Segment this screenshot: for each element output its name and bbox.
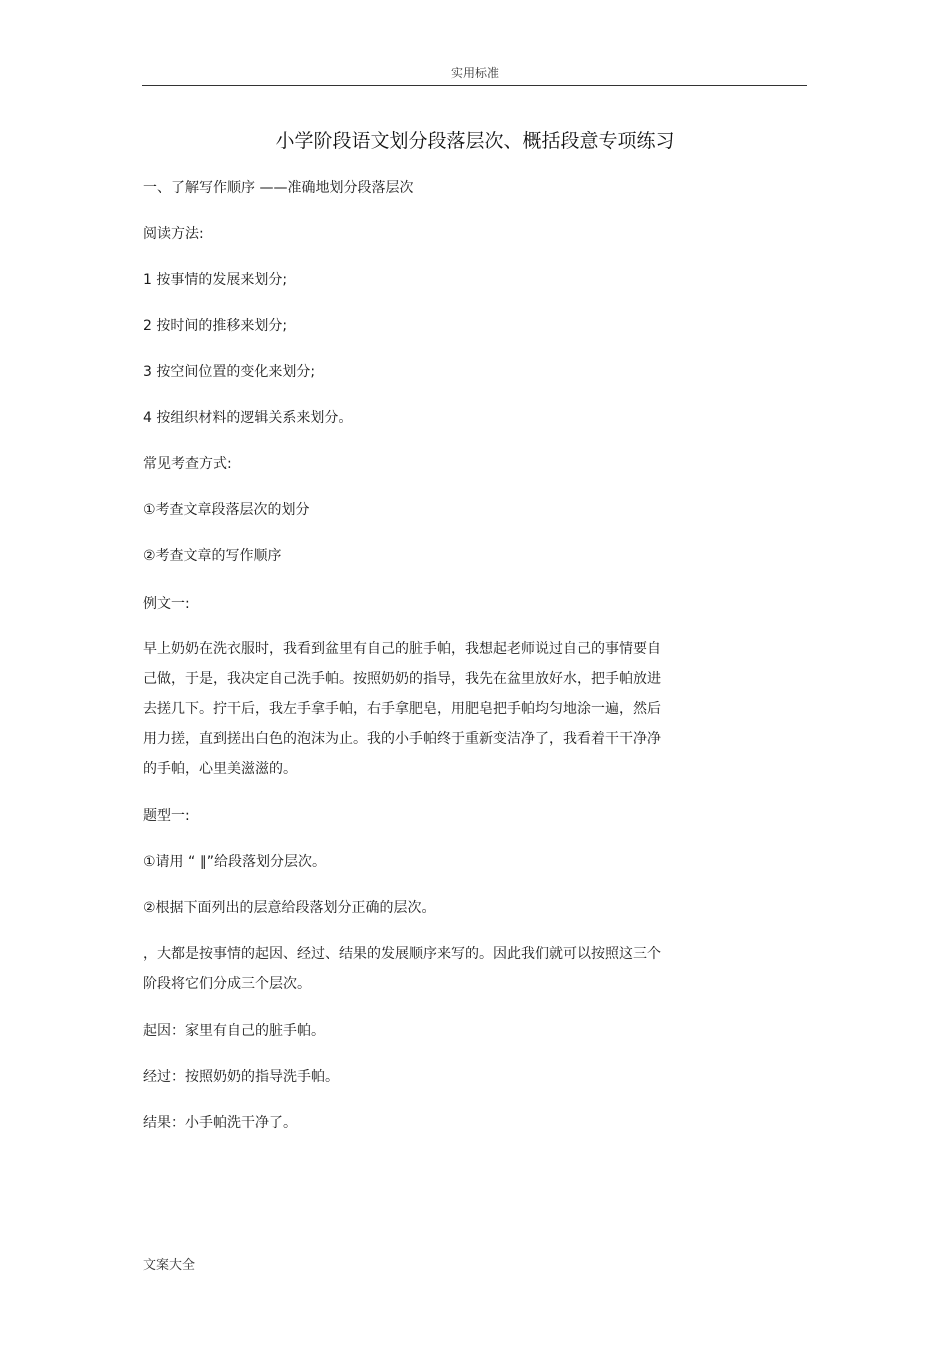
analysis-line: 阶段将它们分成三个层次。 (143, 976, 311, 992)
stage-result: 结果：小手帕洗干净了。 (143, 1115, 297, 1131)
exam-item: ②考查文章的写作顺序 (143, 548, 282, 564)
section-heading: 一、了解写作顺序 ——准确地划分段落层次 (143, 180, 414, 196)
analysis-line: ，大都是按事情的起因、经过、结果的发展顺序来写的。因此我们就可以按照这三个 (143, 946, 661, 962)
stage-cause: 起因：家里有自己的脏手帕。 (143, 1023, 325, 1039)
question-item: ①请用 “ ∥”给段落划分层次。 (143, 854, 326, 870)
question-label: 题型一: (143, 808, 190, 824)
method-item: 2 按时间的推移来划分; (143, 318, 288, 334)
methods-label: 阅读方法: (143, 226, 204, 242)
exam-item: ①考查文章段落层次的划分 (143, 502, 310, 518)
method-item: 1 按事情的发展来划分; (143, 272, 288, 288)
method-item: 4 按组织材料的逻辑关系来划分。 (143, 410, 353, 426)
header-divider (142, 85, 807, 86)
document-title: 小学阶段语文划分段落层次、概括段意专项练习 (275, 130, 675, 152)
page-footer-label: 文案大全 (143, 1258, 196, 1273)
example-paragraph (143, 634, 743, 784)
exam-label: 常见考查方式: (143, 456, 232, 472)
stage-process: 经过：按照奶奶的指导洗手帕。 (143, 1069, 339, 1085)
example-line: 去搓几下。拧干后，我左手拿手帕，右手拿肥皂，用肥皂把手帕均匀地涂一遍，然后 (143, 701, 661, 717)
example-label: 例文一: (143, 596, 190, 612)
page-header-label: 实用标准 (450, 66, 499, 80)
example-line: 早上奶奶在洗衣服时，我看到盆里有自己的脏手帕，我想起老师说过自己的事情要自 (143, 641, 661, 657)
example-line: 用力搓，直到搓出白色的泡沫为止。我的小手帕终于重新变洁净了，我看着干干净净 (143, 731, 661, 747)
analysis-paragraph (143, 939, 743, 999)
example-line: 己做，于是，我决定自己洗手帕。按照奶奶的指导，我先在盆里放好水，把手帕放进 (143, 671, 661, 687)
question-item: ②根据下面列出的层意给段落划分正确的层次。 (143, 900, 436, 916)
method-item: 3 按空间位置的变化来划分; (143, 364, 316, 380)
example-line: 的手帕，心里美滋滋的。 (143, 761, 297, 777)
